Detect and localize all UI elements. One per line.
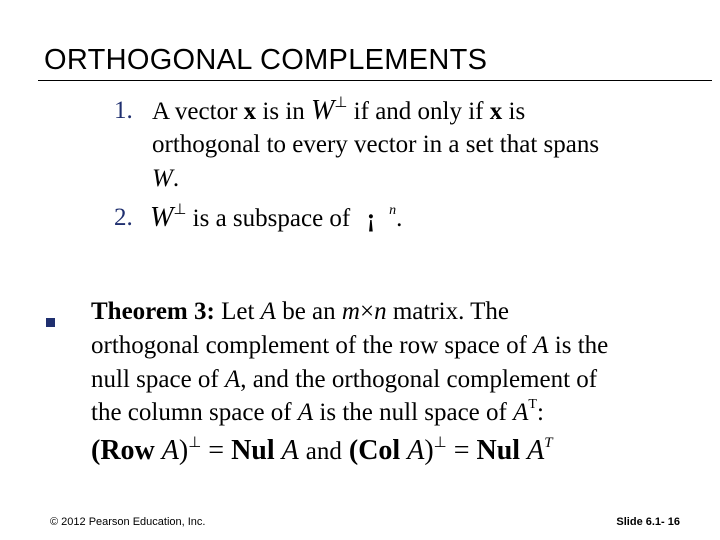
text: Let [221, 298, 255, 325]
times-symbol: × [359, 298, 375, 325]
math-A: A [527, 435, 545, 466]
paren-close: ) [178, 435, 189, 466]
text: is in [262, 98, 305, 125]
eq-col-open: (Col [348, 435, 401, 466]
text: is the [554, 332, 609, 359]
list-number-2: 2. [114, 204, 133, 231]
theorem-line-1 [91, 297, 509, 327]
superscript-T: T [544, 435, 553, 451]
eq-nul: Nul [231, 435, 275, 466]
text: matrix. The [392, 298, 509, 325]
text: be an [282, 298, 336, 325]
math-A: A [513, 399, 529, 426]
real-space-symbol: ¡ [366, 205, 376, 232]
title-divider [38, 80, 712, 81]
math-W: W [311, 95, 335, 126]
theorem-label: Theorem 3: [91, 298, 215, 325]
list-number-1: 1. [114, 97, 133, 124]
text: the column space of [91, 399, 292, 426]
theorem-line-2 [91, 331, 608, 361]
math-A: A [260, 298, 276, 325]
and-word: and [305, 438, 342, 465]
eq-row-open: (Row [91, 435, 155, 466]
slide-title: ORTHOGONAL COMPLEMENTS [44, 44, 488, 76]
list-item-1-line-2: orthogonal to every vector in a set that spans [152, 131, 600, 158]
eq-nul: Nul [476, 435, 521, 466]
math-A: A [281, 435, 299, 466]
math-W: W [152, 165, 173, 192]
perp-symbol: ⊥ [188, 435, 202, 451]
copyright-footer: © 2012 Pearson Education, Inc. [50, 516, 206, 528]
perp-symbol: ⊥ [433, 435, 447, 451]
text: null space of [91, 366, 219, 393]
exponent-n: n [389, 203, 397, 218]
slide-number: Slide 6.1- 16 [616, 516, 680, 528]
perp-symbol: ⊥ [173, 202, 187, 218]
paren-close: ) [424, 435, 434, 466]
list-item-2 [150, 203, 402, 238]
bullet-icon [46, 318, 55, 327]
period: . [172, 165, 180, 192]
math-A: A [407, 435, 425, 466]
math-W: W [150, 202, 174, 233]
list-item-1-line-1 [152, 96, 525, 130]
math-n: n [374, 298, 387, 325]
theorem-equation [91, 434, 553, 472]
period: . [396, 205, 403, 232]
text: A vector [152, 98, 238, 125]
vector-x: x [489, 98, 503, 125]
perp-symbol: ⊥ [334, 95, 348, 111]
math-m: m [341, 298, 360, 325]
math-A: A [161, 435, 179, 466]
text: , and the orthogonal complement of [240, 366, 598, 393]
equals: = [453, 435, 470, 466]
vector-x: x [243, 98, 257, 125]
text: is [508, 98, 526, 125]
theorem-line-4 [91, 398, 544, 432]
colon: : [536, 399, 544, 426]
theorem-line-3 [91, 365, 597, 395]
equals: = [208, 435, 225, 466]
list-item-1-line-3 [152, 164, 179, 194]
text: is the null space of [319, 399, 507, 426]
text: if and only if [353, 98, 484, 125]
text: orthogonal complement of the row space of [91, 332, 527, 359]
text: is a subspace of [192, 205, 351, 232]
math-A: A [224, 366, 241, 393]
superscript-T: T [528, 397, 537, 412]
math-A: A [297, 399, 314, 426]
math-A: A [533, 332, 549, 359]
